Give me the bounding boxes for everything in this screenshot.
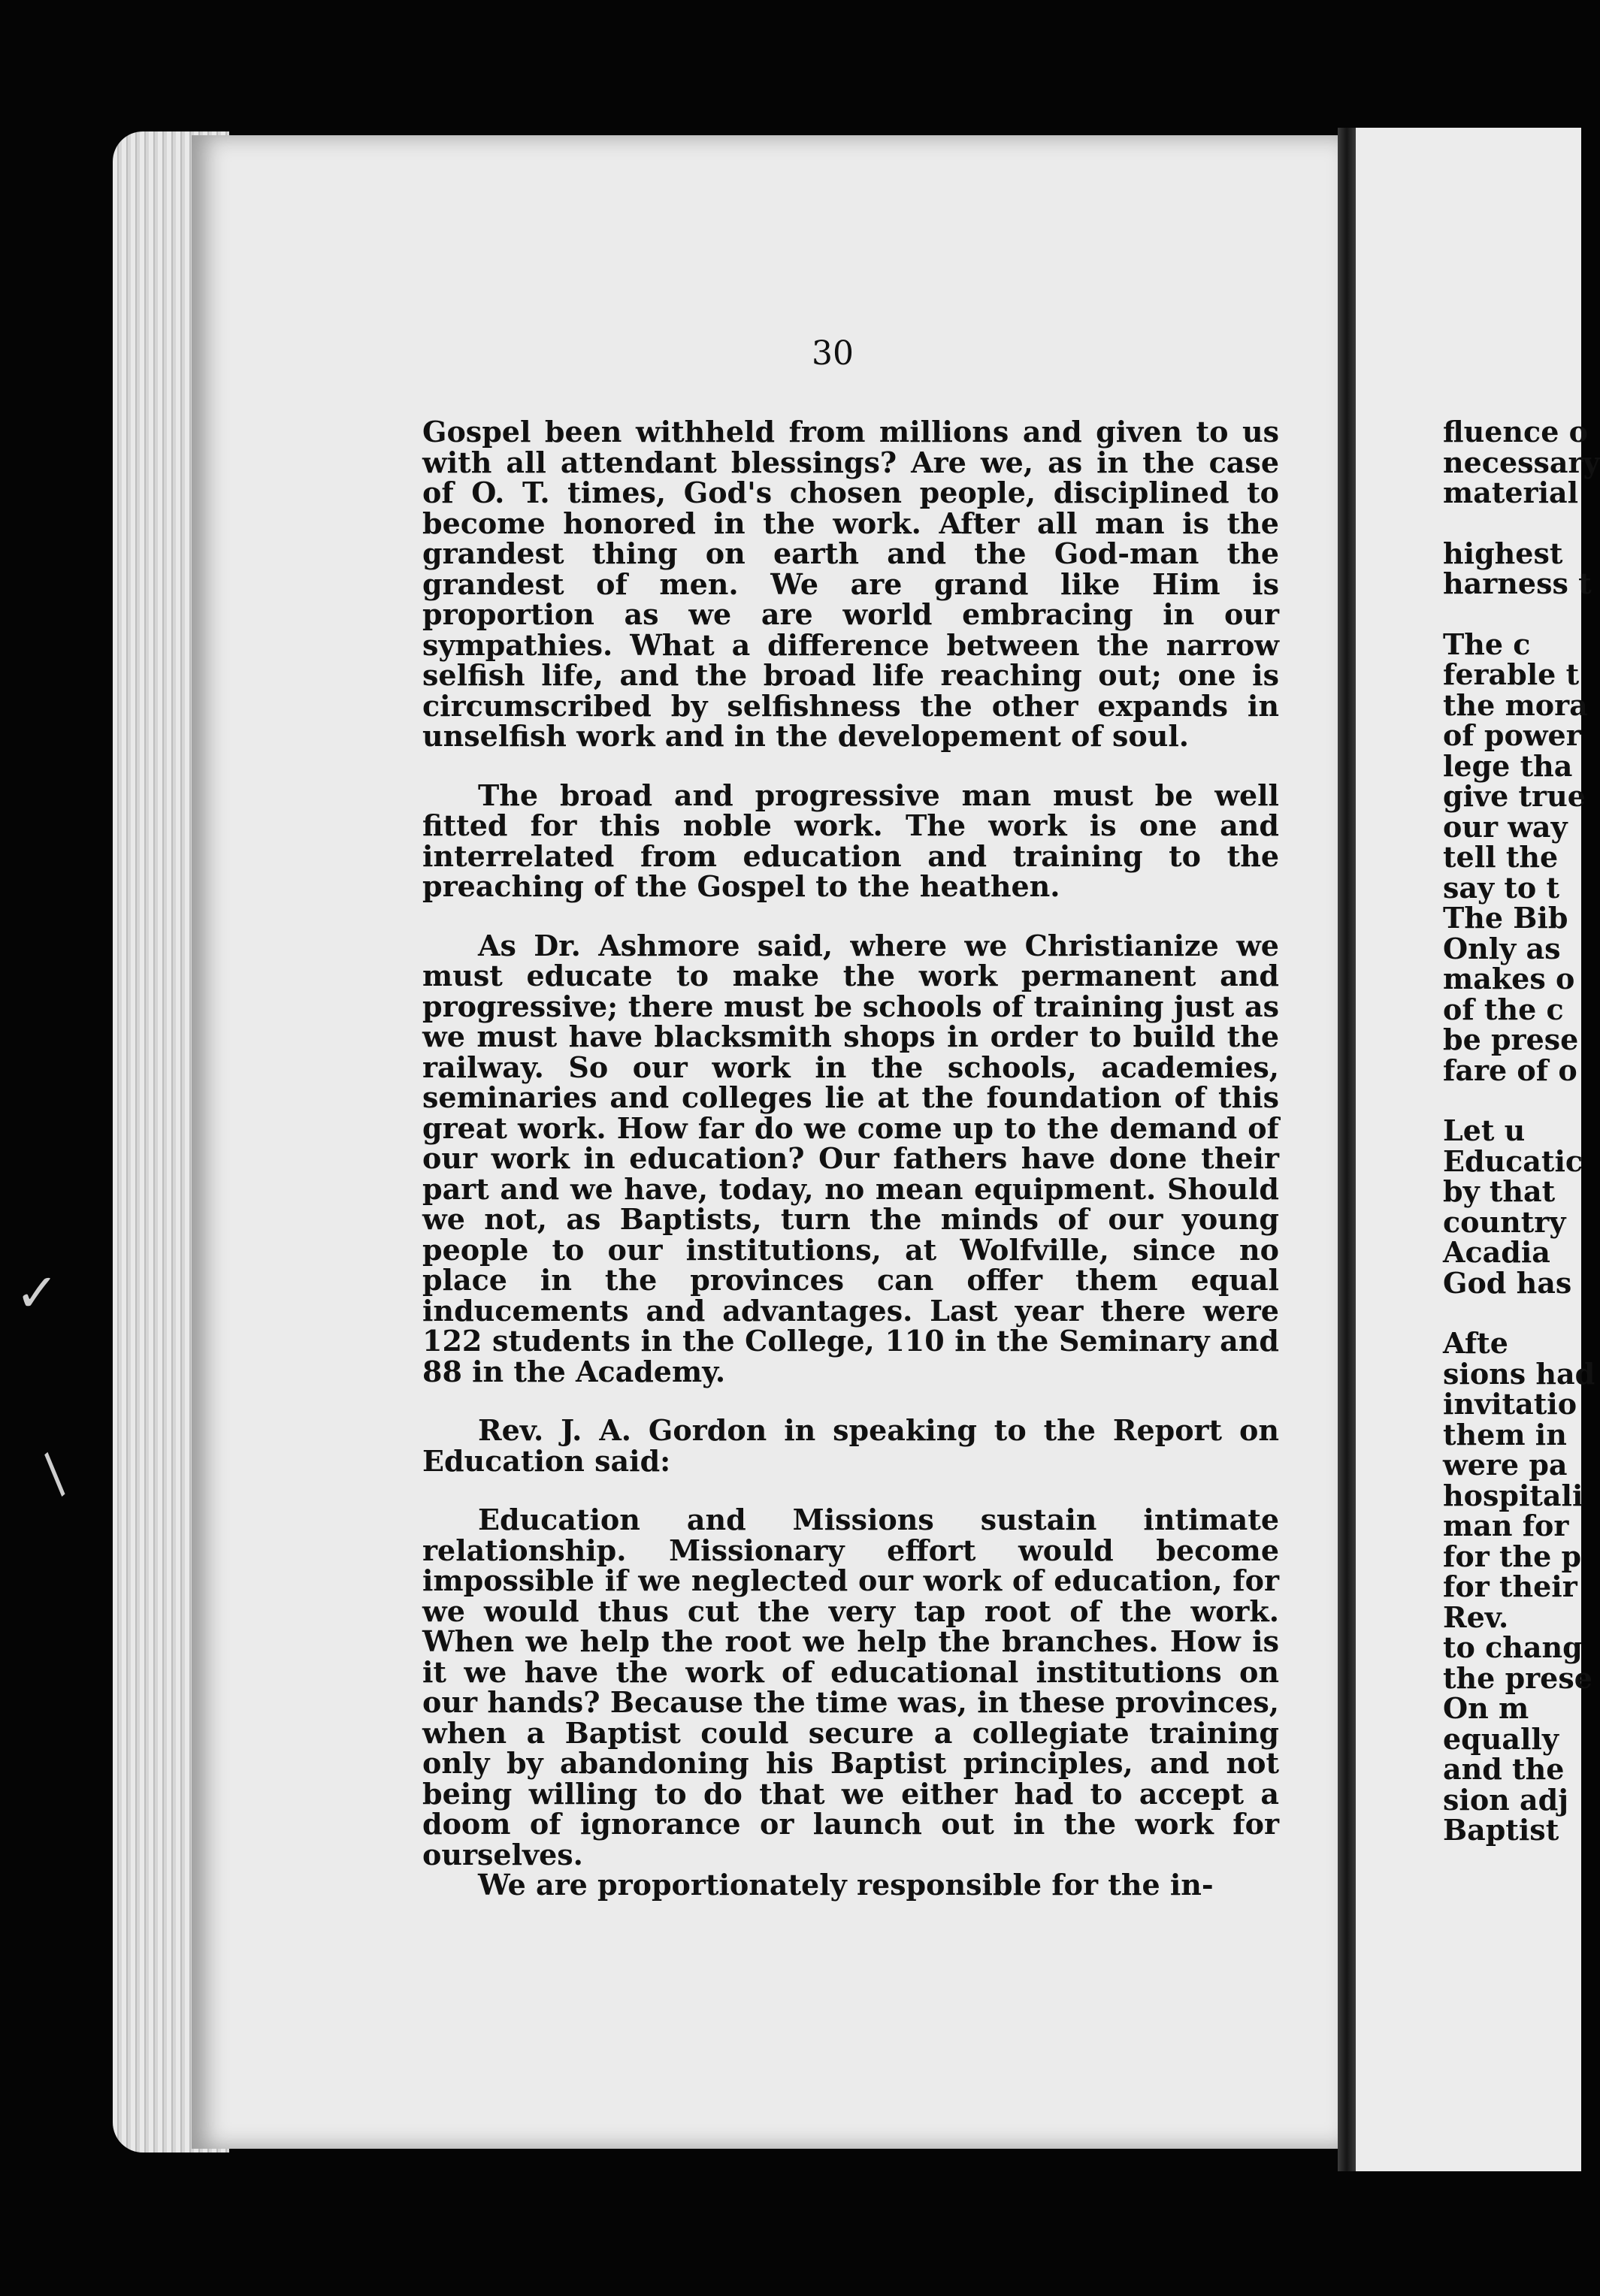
paragraph-gap	[1443, 509, 1593, 539]
right-column-line: them in	[1443, 1417, 1567, 1452]
right-column-line: the mora	[1443, 687, 1588, 722]
paragraph: Education and Missions sustain intimate relationship. Missionary effort would become impossible if we neglected our work of education, for we would thus cut the very tap root of the work. When we help the root we help the branches. How is it we have the work of educational institutions on our hands? Because the time was, in these provinces, when a Baptist could secure a collegiate training only by abandoning his Baptist principles, and not being willing to do that we either had to accept a doom of ignorance or launch out in the work for ourselves.	[422, 1503, 1279, 1872]
right-column-line: for the p	[1443, 1539, 1582, 1573]
right-column-line: lege tha	[1443, 748, 1573, 783]
right-column-line: Educatic	[1443, 1143, 1583, 1178]
right-column-line: material	[1443, 476, 1579, 509]
right-column-line: country	[1443, 1204, 1566, 1239]
right-column-line: Acadia	[1443, 1235, 1550, 1269]
right-column-line: harness t	[1443, 566, 1592, 600]
right-column-line: man for	[1443, 1509, 1569, 1542]
right-column-line: by that	[1443, 1174, 1556, 1208]
right-column-line: hospitali	[1443, 1478, 1583, 1512]
right-column-line: God has	[1443, 1265, 1572, 1300]
right-column-line: to chang	[1443, 1630, 1583, 1664]
right-column-line: Baptist	[1443, 1813, 1559, 1847]
left-column-text	[422, 417, 1279, 1901]
right-column-line: be prese	[1443, 1023, 1579, 1056]
right-column-line: sions had	[1443, 1356, 1595, 1391]
paragraph: The broad and progressive man must be well fitted for this noble work. The work is one and interrelated from education and training to the preaching of the Gospel to the heathen.	[422, 778, 1279, 903]
paragraph: Gospel been withheld from millions and given to us with all attendant blessings? Are we, as in the case of O. T. times, God's chosen people, disciplined to become honored in the work. After all man is the grandest thing on earth and the God-man the grandest of men. We are grand like Him is proportion as we are world embracing in our sympathies. What a difference between the narrow selfish life, and the broad life reaching out; one is circumscribed by selfishness the other expands in unselfish work and in the developement of soul.	[422, 415, 1279, 753]
right-column-line: On m	[1443, 1691, 1529, 1725]
paragraph-gap	[1443, 1086, 1593, 1116]
right-column-line: of the c	[1443, 992, 1564, 1026]
right-column-line: of power	[1443, 718, 1581, 752]
right-column-line: sion adj	[1443, 1782, 1568, 1817]
right-column-line: ferable t	[1443, 657, 1580, 691]
page-number: 30	[812, 334, 854, 373]
right-column-line: makes o	[1443, 962, 1575, 995]
right-column-line: say to t	[1443, 870, 1560, 905]
stray-mark: /	[27, 1444, 81, 1503]
right-column-line: our way	[1443, 809, 1568, 844]
right-column-line: highest	[1443, 536, 1563, 570]
right-column-line: Let u	[1443, 1113, 1526, 1147]
right-column-line: The Bib	[1443, 901, 1568, 935]
stray-mark: ✓	[15, 1262, 59, 1324]
paragraph: As Dr. Ashmore said, where we Christianize we must educate to make the work permanent and progressive; there must be schools of training just as we must have blacksmith shops in order to build the railway. So our work in the schools, academies, seminaries and colleges lie at the foundation of this great work. How far do we come up to the demand of our work in education? Our fathers have done their part and we have, today, no mean equipment. Should we not, as Baptists, turn the minds of our young people to our institutions, at Wolfville, since no place in the provinces can offer them equal inducements and advantages. Last year there were 122 students in the College, 110 in the Seminary and 88 in the Academy.	[422, 928, 1279, 1388]
right-column-line: and the	[1443, 1752, 1565, 1786]
right-column-line: Only as	[1443, 931, 1561, 965]
right-column-line: fluence o	[1443, 415, 1588, 449]
book-gutter	[1338, 128, 1356, 2171]
right-column-line: fare of o	[1443, 1053, 1577, 1087]
right-column-line: necessary	[1443, 445, 1600, 479]
right-column-line: for their	[1443, 1569, 1577, 1603]
right-column-line: tell the	[1443, 840, 1559, 874]
paragraph: We are proportionately responsible for the in-	[478, 1868, 1214, 1902]
right-column-line: equally	[1443, 1721, 1559, 1756]
right-column-line: give true	[1443, 779, 1586, 813]
right-column-line: Rev.	[1443, 1600, 1509, 1634]
right-column-line: Afte	[1443, 1326, 1508, 1360]
right-column-line: were pa	[1443, 1448, 1568, 1482]
right-column-line: the prese	[1443, 1660, 1592, 1695]
right-column-line: invitatio	[1443, 1387, 1577, 1421]
paragraph: Rev. J. A. Gordon in speaking to the Report on Education said:	[422, 1413, 1279, 1478]
right-column-line: The c	[1443, 627, 1531, 661]
right-column-text	[1443, 415, 1600, 1847]
paragraph-gap	[1443, 1298, 1593, 1328]
paragraph-gap	[1443, 600, 1593, 630]
